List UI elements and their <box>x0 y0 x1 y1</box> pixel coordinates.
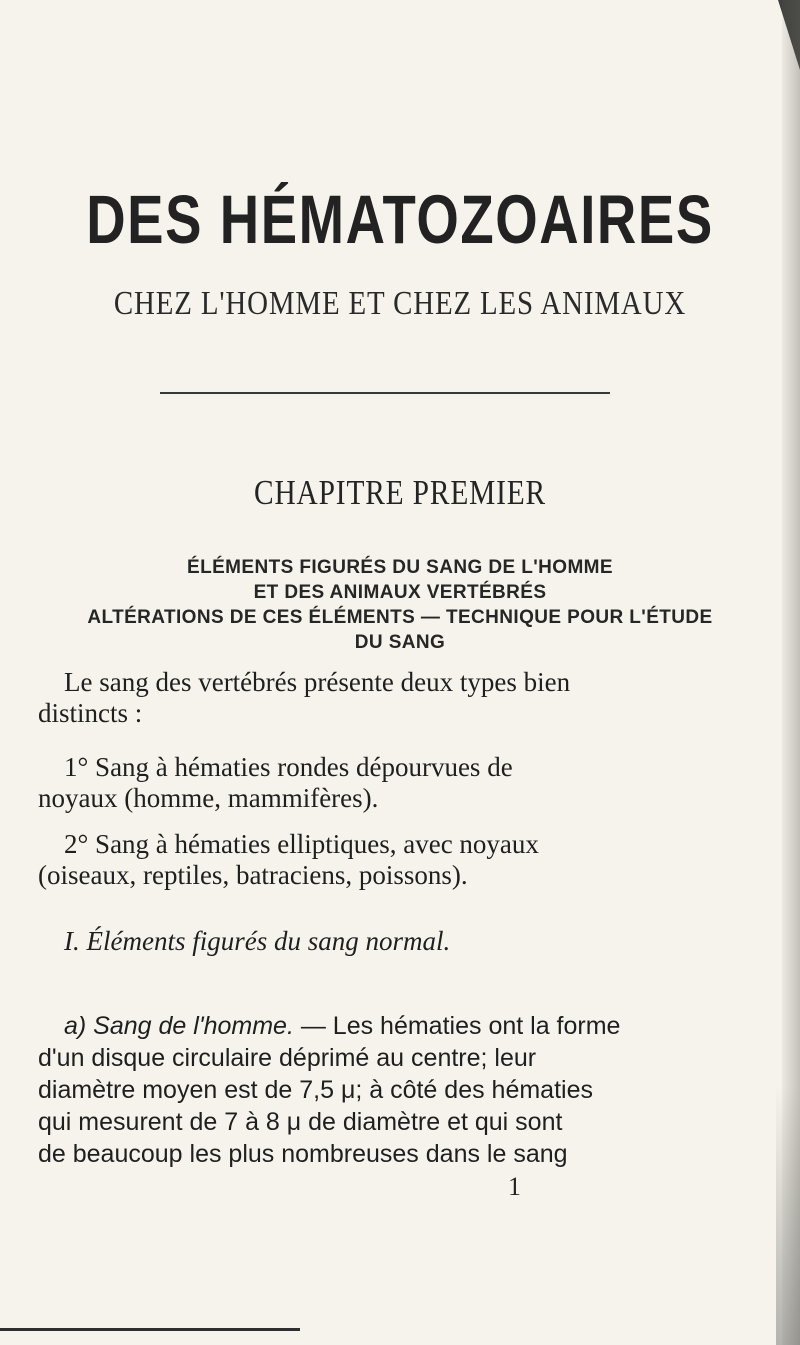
bottom-shadow <box>776 1085 800 1345</box>
text-line: diamètre moyen est de 7,5 μ; à côté des hématies <box>38 1076 593 1104</box>
section-line: DU SANG <box>354 632 446 653</box>
section-line: ET DES ANIMAUX VERTÉBRÉS <box>253 582 547 603</box>
title-rule <box>160 392 610 394</box>
section-heading-text: I. Éléments figurés du sang normal. <box>64 926 451 956</box>
book-subtitle: CHEZ L'HOMME ET CHEZ LES ANIMAUX <box>113 285 687 322</box>
chapter-title: CHAPITRE PREMIER <box>254 473 546 512</box>
text-line: (oiseaux, reptiles, batraciens, poissons). <box>38 860 468 890</box>
text-fragment: — Les hématies ont la forme <box>293 1012 621 1040</box>
section-heading <box>38 926 778 957</box>
bottom-rule <box>0 1328 300 1331</box>
text-line: 1° Sang à hématies rondes dépourvues de <box>64 752 513 782</box>
page-number: 1 <box>508 1172 521 1201</box>
text-line <box>38 1010 778 1042</box>
text-line: Le sang des vertébrés présente deux types bien <box>64 667 571 697</box>
text-line: distincts : <box>38 698 143 728</box>
paragraph-type-1 <box>38 752 778 814</box>
section-line: ALTÉRATIONS DE CES ÉLÉMENTS — TECHNIQUE POUR L'ÉTUDE <box>87 607 713 628</box>
book-title: DES HÉMATOZOAIRES <box>86 181 714 258</box>
text-line: d'un disque circulaire déprimé au centre; leur <box>38 1044 537 1072</box>
chapter-section-lines <box>0 555 800 655</box>
paragraph-intro <box>38 667 778 729</box>
text-line: 2° Sang à hématies elliptiques, avec noyaux <box>64 829 539 859</box>
subsection-label: a) Sang de l'homme. <box>64 1012 294 1040</box>
paragraph-human-blood <box>38 1010 778 1170</box>
section-line: ÉLÉMENTS FIGURÉS DU SANG DE L'HOMME <box>187 557 613 578</box>
text-line: noyaux (homme, mammifères). <box>38 783 379 813</box>
text-line: qui mesurent de 7 à 8 μ de diamètre et qui sont <box>38 1108 563 1136</box>
paragraph-type-2 <box>38 829 778 891</box>
text-line: de beaucoup les plus nombreuses dans le sang <box>38 1140 568 1168</box>
